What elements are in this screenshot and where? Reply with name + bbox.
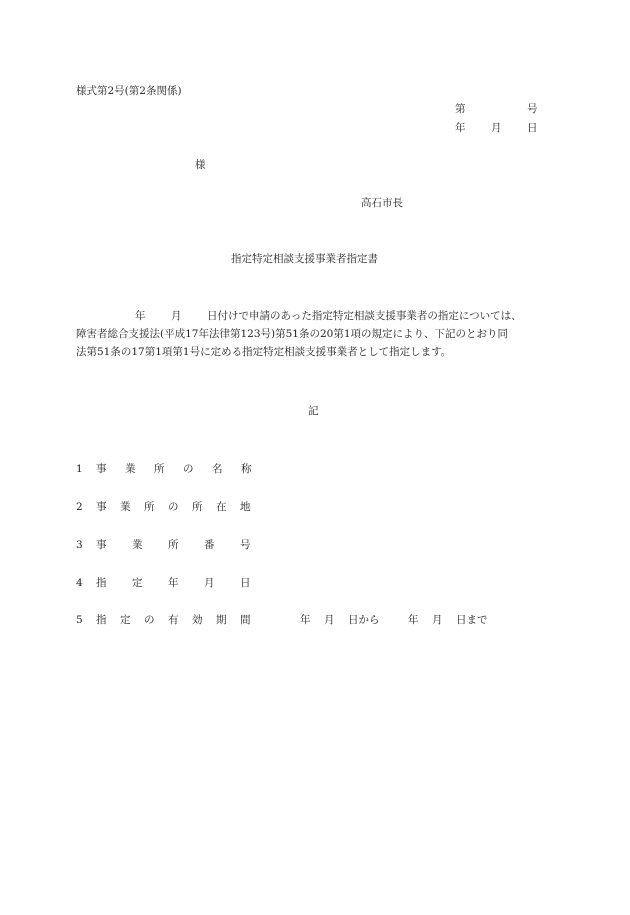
period-end-year: 年 (408, 614, 419, 626)
period-end-month: 月 (432, 614, 443, 626)
ki-heading: 記 (308, 405, 319, 417)
body-line-1 (76, 311, 554, 329)
item-char: の (144, 614, 155, 626)
date-month: 月 (491, 122, 502, 134)
body-line-2: 障害者総合支援法(平成17年法律第123号)第51条の20第1項の規定により、下記のとおり同 (76, 328, 508, 340)
item-char: 称 (241, 463, 252, 475)
item-char: の (183, 463, 194, 475)
item-number: 3 (76, 539, 83, 551)
item-char: 所 (154, 463, 165, 475)
period-start-month: 月 (324, 614, 335, 626)
item-char: 指 (96, 614, 107, 626)
body-year: 年 (135, 310, 146, 322)
item-char: 所 (168, 539, 179, 551)
item-char: の (168, 501, 179, 513)
issuer: 高石市長 (361, 197, 403, 209)
item-char: 業 (132, 539, 143, 551)
item-char: 期 (216, 614, 227, 626)
item-char: 名 (212, 463, 223, 475)
number-prefix: 第 (455, 103, 466, 115)
item-2 (76, 502, 251, 513)
item-char: 事 (96, 539, 107, 551)
item-1 (76, 464, 252, 475)
body-paragraph (76, 311, 554, 365)
item-number: 2 (76, 501, 83, 513)
item-char: 年 (168, 577, 179, 589)
item-char: 所 (192, 501, 203, 513)
item-char: 所 (144, 501, 155, 513)
period-start-year: 年 (300, 614, 311, 626)
body-line-3: 法第51条の17第1項第1号に定める指定特定相談支援事業者として指定します。 (76, 346, 452, 358)
item-char: 事 (96, 501, 107, 513)
item-number: 5 (76, 614, 83, 626)
document-title: 指定特定相談支援事業者指定書 (231, 253, 378, 265)
item-5 (76, 615, 488, 626)
number-line (455, 104, 538, 115)
item-char: 有 (168, 614, 179, 626)
form-label: 様式第2号(第2条関係) (76, 85, 182, 97)
date-day: 日 (527, 122, 538, 134)
item-char: 月 (204, 577, 215, 589)
item-char: 番 (204, 539, 215, 551)
item-char: 指 (96, 577, 107, 589)
body-day-text: 日付けで申請のあった指定特定相談支援事業者の指定については、 (207, 310, 522, 322)
item-number: 4 (76, 577, 83, 589)
item-4 (76, 578, 251, 589)
item-char: 地 (240, 501, 251, 513)
item-char: 在 (216, 501, 227, 513)
item-char: 業 (125, 463, 136, 475)
number-suffix: 号 (527, 103, 538, 115)
item-char: 日 (240, 577, 251, 589)
item-number: 1 (76, 463, 83, 475)
item-char: 定 (132, 577, 143, 589)
item-char: 号 (240, 539, 251, 551)
body-month: 月 (171, 310, 182, 322)
item-3 (76, 540, 251, 551)
item-char: 定 (120, 614, 131, 626)
item-char: 効 (192, 614, 203, 626)
item-char: 事 (96, 463, 107, 475)
item-char: 業 (120, 501, 131, 513)
period-start-day: 日から (348, 614, 380, 626)
date-year: 年 (455, 122, 466, 134)
addressee-honorific: 様 (195, 159, 206, 171)
item-char: 間 (240, 614, 251, 626)
period-end-day: 日まで (456, 614, 488, 626)
date-line (455, 123, 538, 134)
